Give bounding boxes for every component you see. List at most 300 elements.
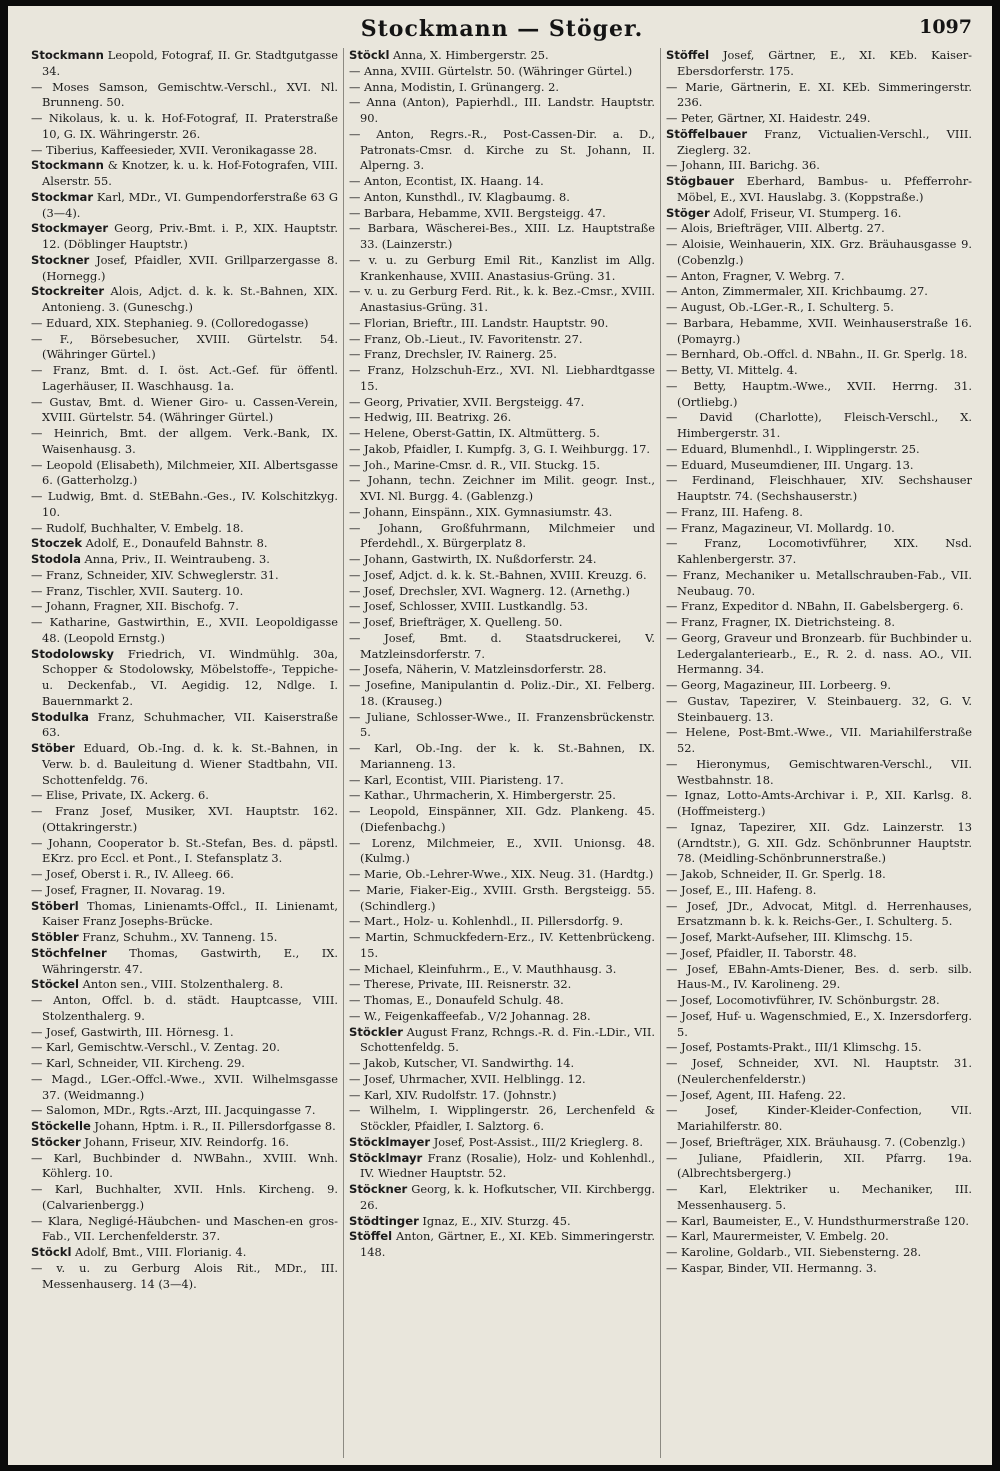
directory-entry	[349, 788, 655, 804]
directory-entry	[349, 1103, 655, 1135]
directory-entry	[666, 442, 972, 458]
entry-text: — Georg, Graveur und Bronzearb. für Buchbinder u. Ledergalanteriearb., E., R. 2. d. nass. AO., VII. Hermanng. 34.	[666, 630, 972, 677]
entry-text: Franz, Schuhm., XV. Tanneng. 15.	[78, 930, 278, 944]
entry-text: Anton sen., VIII. Stolzenthalerg. 8.	[78, 977, 284, 992]
entry-headword: Stöbler	[31, 930, 79, 944]
entry-text: — Wilhelm, I. Wipplingerstr. 26, Lerchenfeld & Stöckler, Pfaidler, I. Salztorg. 6.	[349, 1103, 655, 1133]
entry-text: — Moses Samson, Gemischtw.-Verschl., XVI. Nl. Brunneng. 50.	[31, 79, 338, 110]
entry-text: Johann, Hptm. i. R., II. Pillersdorfgasse 8.	[90, 1119, 336, 1133]
entry-text: — Franz, Locomotivführer, XIX. Nsd. Kahlenbergerstr. 37.	[666, 536, 972, 566]
directory-entry	[666, 820, 972, 867]
directory-entry	[31, 1103, 338, 1119]
entry-text: — Alois, Briefträger, VIII. Albertg. 27.	[666, 221, 885, 236]
entry-text: — Anton, Regrs.-R., Post-Cassen-Dir. a. D., Patronats-Cmsr. d. Kirche zu St. Johann, II. Alperng. 3.	[349, 126, 655, 173]
entry-text: — Josef, Fragner, II. Novarag. 19.	[31, 882, 226, 897]
entry-text: Adolf, E., Donaufeld Bahnstr. 8.	[82, 536, 268, 551]
directory-entry	[31, 48, 338, 80]
entry-headword: Stöffel	[349, 1229, 393, 1244]
entry-text: — Magd., LGer.-Offcl.-Wwe., XVII. Wilhelmsgasse 37. (Weidmanng.)	[31, 1071, 338, 1102]
directory-entry	[349, 48, 655, 64]
entry-text: — Therese, Private, III. Reisnerstr. 32.	[349, 977, 572, 992]
entry-text: — Jakob, Pfaidler, I. Kumpfg. 3, G. I. Weihburgg. 17.	[349, 441, 650, 456]
directory-entry	[349, 1151, 655, 1183]
directory-entry	[349, 615, 655, 631]
directory-entry	[349, 426, 655, 442]
entry-text: Anton, Gärtner, E., XI. KEb. Simmeringerstr. 148.	[360, 1229, 655, 1259]
entry-text: — Helene, Post-Bmt.-Wwe., VII. Mariahilferstraße 52.	[666, 725, 972, 755]
entry-text: — Helene, Oberst-Gattin, IX. Altmütterg. 5.	[349, 426, 600, 440]
entry-headword: Stöckl	[349, 48, 390, 62]
entry-text: — v. u. zu Gerburg Ferd. Rit., k. k. Bez.-Cmsr., XVIII. Anastasius-Grüng. 31.	[349, 284, 655, 314]
entry-text: — Peter, Gärtner, XI. Haidestr. 249.	[666, 111, 871, 125]
directory-entry	[349, 1025, 655, 1057]
directory-entry	[666, 473, 972, 505]
entry-text: — Franz, Bmt. d. I. öst. Act.-Gef. für öffentl. Lagerhäuser, II. Waschhausg. 1a.	[31, 363, 338, 393]
entry-text: — Ignaz, Lotto-Amts-Archivar i. P., XII. Karlsg. 8. (Hoffmeisterg.)	[666, 788, 972, 818]
entry-text: — Josef, Kinder-Kleider-Confection, VII. Mariahilferstr. 80.	[666, 1103, 972, 1133]
directory-entry	[666, 1151, 972, 1183]
directory-entry	[666, 1056, 972, 1088]
entry-text: — Karl, Buchhalter, XVII. Hnls. Kircheng. 9. (Calvarienbergg.)	[31, 1182, 338, 1212]
entry-text: — Leopold, Einspänner, XII. Gdz. Plankeng. 45. (Diefenbachg.)	[349, 804, 655, 834]
entry-headword: Stockmar	[31, 189, 94, 204]
entry-text: — Johann, techn. Zeichner im Milit. geogr. Inst., XVI. Nl. Burgg. 4. (Gablenzg.)	[349, 473, 655, 503]
directory-entry	[666, 788, 972, 820]
directory-entry	[31, 1261, 338, 1293]
entry-headword: Stockmann	[31, 158, 104, 173]
entry-text: — Betty, Hauptm.-Wwe., XVII. Herrng. 31. (Ortliebg.)	[666, 378, 972, 409]
directory-entry	[666, 930, 972, 946]
directory-entry	[666, 946, 972, 962]
directory-entry	[666, 1040, 972, 1056]
entry-text: — Marie, Fiaker-Eig., XVIII. Grsth. Bergsteigg. 55. (Schindlerg.)	[349, 882, 655, 913]
directory-entry	[349, 221, 655, 253]
directory-entry	[666, 757, 972, 789]
entry-text: — Mart., Holz- u. Kohlenhdl., II. Pillersdorfg. 9.	[349, 914, 624, 929]
entry-text: Georg, k. k. Hofkutscher, VII. Kirchbergg. 26.	[360, 1182, 655, 1212]
column-left	[26, 48, 343, 1458]
entry-headword: Stöffelbauer	[666, 126, 748, 141]
directory-entry	[666, 1182, 972, 1214]
directory-entry	[31, 584, 338, 600]
entry-text: — Johann, Großfuhrmann, Milchmeier und Pferdehdl., X. Bürgerplatz 8.	[349, 520, 655, 551]
directory-entry	[349, 914, 655, 930]
entry-headword: Stöckl	[31, 1245, 72, 1259]
entry-text: — Johann, Cooperator b. St.-Stefan, Bes. d. päpstl. EKrz. pro Eccl. et Pont., I. Stefansplatz 3.	[31, 835, 338, 866]
entry-text: — Johann, III. Barichg. 36.	[666, 158, 820, 173]
entry-text: — Josef, Oberst i. R., IV. Alleeg. 66.	[31, 867, 234, 881]
entry-text: — August, Ob.-LGer.-R., I. Schulterg. 5.	[666, 300, 894, 314]
entry-headword: Stöckelle	[31, 1119, 91, 1133]
directory-entry	[666, 316, 972, 348]
entry-text: — Johann, Fragner, XII. Bischofg. 7.	[31, 599, 239, 614]
entry-text: — Karl, Ob.-Ing. der k. k. St.-Bahnen, IX. Marianneng. 13.	[349, 741, 655, 771]
entry-text: — Josef, Locomotivführer, IV. Schönburgstr. 28.	[666, 993, 940, 1007]
entry-headword: Stöchfelner	[31, 945, 107, 960]
directory-entry	[349, 316, 655, 332]
entry-text: Thomas, Gastwirth, E., IX. Währingerstr. 47.	[42, 945, 338, 976]
entry-text: — Josef, Bmt. d. Staatsdruckerei, V. Matzleinsdorferstr. 7.	[349, 630, 655, 661]
entry-text: — Anna, XVIII. Gürtelstr. 50. (Währinger Gürtel.)	[349, 63, 633, 78]
entry-text: — Barbara, Hebamme, XVII. Bergsteigg. 47.	[349, 205, 606, 220]
entry-text: Josef, Gärtner, E., XI. KEb. Kaiser-Ebersdorferstr. 175.	[677, 48, 972, 78]
entry-text: — Gustav, Tapezirer, V. Steinbauerg. 32, G. V. Steinbauerg. 13.	[666, 693, 972, 724]
directory-entry	[349, 1135, 655, 1151]
directory-entry	[666, 867, 972, 883]
entry-text: — Joh., Marine-Cmsr. d. R., VII. Stuckg. 15.	[349, 457, 600, 472]
entry-headword: Stödtinger	[349, 1213, 419, 1228]
entry-text: — Katharine, Gastwirthin, E., XVII. Leopoldigasse 48. (Leopold Ernstg.)	[31, 615, 338, 645]
entry-headword: Stodolowsky	[31, 646, 114, 661]
directory-entry	[666, 363, 972, 379]
directory-entry	[31, 253, 338, 285]
directory-entry	[31, 1119, 338, 1135]
entry-text: Friedrich, VI. Windmühlg. 30a, Schopper & Stodolowsky, Möbelstoffe-, Teppiche- u. Deckenfab., VI. Aegidig. 12, Ndlge. I. Bauernmarkt 2.	[42, 646, 338, 708]
directory-entry	[31, 426, 338, 458]
entry-text: — Anton, Kunsthdl., IV. Klagbaumg. 8.	[349, 189, 570, 204]
entry-text: — Anna, Modistin, I. Grünangerg. 2.	[349, 79, 560, 94]
directory-entry	[31, 536, 338, 552]
entry-text: — Karl, Schneider, VII. Kircheng. 29.	[31, 1056, 245, 1070]
directory-entry	[31, 899, 338, 931]
directory-entry	[349, 521, 655, 553]
directory-entry	[666, 80, 972, 112]
directory-entry	[31, 111, 338, 143]
directory-entry	[349, 977, 655, 993]
directory-entry	[31, 930, 338, 946]
entry-text: — Josef, Schneider, XVI. Nl. Hauptstr. 31. (Neulerchenfelderstr.)	[666, 1056, 972, 1086]
directory-columns	[26, 48, 978, 1458]
column-middle	[343, 48, 660, 1458]
directory-entry	[666, 694, 972, 726]
directory-entry	[349, 631, 655, 663]
directory-entry	[666, 1009, 972, 1041]
entry-headword: Stockner	[31, 252, 90, 267]
directory-entry	[349, 1009, 655, 1025]
directory-entry	[349, 599, 655, 615]
entry-text: — v. u. zu Gerburg Alois Rit., MDr., III. Messenhauserg. 14 (3—4).	[31, 1260, 338, 1291]
directory-entry	[349, 80, 655, 96]
directory-entry	[31, 221, 338, 253]
directory-entry	[349, 836, 655, 868]
directory-entry	[349, 741, 655, 773]
directory-entry	[349, 1229, 655, 1261]
directory-entry	[31, 1040, 338, 1056]
directory-entry	[349, 95, 655, 127]
entry-text: — Johann, Einspänn., XIX. Gymnasiumstr. 43.	[349, 504, 613, 519]
directory-entry	[31, 158, 338, 190]
entry-text: — Josef, Briefträger, X. Quelleng. 50.	[349, 615, 563, 629]
entry-headword: Stodola	[31, 552, 81, 566]
directory-entry	[31, 1135, 338, 1151]
directory-entry	[31, 647, 338, 710]
directory-entry	[31, 143, 338, 159]
directory-entry	[666, 111, 972, 127]
entry-text: — Aloisie, Weinhauerin, XIX. Grz. Bräuhausgasse 9. (Cobenzlg.)	[666, 237, 972, 267]
directory-entry	[31, 836, 338, 868]
entry-headword: Stöger	[666, 205, 710, 220]
directory-entry	[666, 269, 972, 285]
entry-text: — Franz, Fragner, IX. Dietrichsteing. 8.	[666, 615, 895, 629]
directory-entry	[31, 1072, 338, 1104]
entry-text: — Josef, JDr., Advocat, Mitgl. d. Herrenhauses, Ersatzmann b. k. k. Reichs-Ger., I. Schulterg. 5.	[666, 898, 972, 929]
entry-text: — Anton, Zimmermaler, XII. Krichbaumg. 27.	[666, 284, 928, 299]
entry-text: — Florian, Brieftr., III. Landstr. Hauptstr. 90.	[349, 315, 609, 330]
directory-entry	[349, 1056, 655, 1072]
directory-entry	[349, 710, 655, 742]
entry-headword: Stöcker	[31, 1134, 81, 1149]
directory-entry	[666, 678, 972, 694]
entry-text: — Franz, Magazineur, VI. Mollardg. 10.	[666, 520, 895, 535]
page-header	[26, 14, 978, 48]
directory-entry	[31, 363, 338, 395]
entry-text: — Thomas, E., Donaufeld Schulg. 48.	[349, 993, 564, 1007]
directory-entry	[31, 316, 338, 332]
entry-text: Adolf, Friseur, VI. Stumperg. 16.	[709, 205, 902, 220]
entry-text: — Anton, Fragner, V. Webrg. 7.	[666, 268, 845, 283]
entry-text: — Franz, III. Hafeng. 8.	[666, 504, 803, 519]
entry-text: — Karl, XIV. Rudolfstr. 17. (Johnstr.)	[349, 1087, 557, 1102]
entry-text: — Jakob, Kutscher, VI. Sandwirthg. 14.	[349, 1056, 575, 1070]
entry-headword: Stöckel	[31, 977, 79, 992]
entry-text: — Josef, Uhrmacher, XVII. Helblingg. 12.	[349, 1071, 586, 1086]
directory-entry	[666, 615, 972, 631]
entry-text: Adolf, Bmt., VIII. Florianig. 4.	[71, 1245, 247, 1259]
directory-entry	[666, 206, 972, 222]
directory-entry	[31, 458, 338, 490]
entry-text: — Franz, Holzschuh-Erz., XVI. Nl. Liebhardtgasse 15.	[349, 363, 655, 393]
entry-text: — Josef, Markt-Aufseher, III. Klimschg. 15.	[666, 930, 913, 944]
entry-text: — Franz, Expeditor d. NBahn, II. Gabelsbergerg. 6.	[666, 599, 964, 614]
entry-text: — Martin, Schmuckfedern-Erz., IV. Kettenbrückeng. 15.	[349, 930, 655, 960]
directory-entry	[31, 867, 338, 883]
directory-entry	[31, 1151, 338, 1183]
entry-text: Eduard, Ob.-Ing. d. k. k. St.-Bahnen, in Verw. b. d. Bauleitung d. Wiener Stadtbahn, VII. Schottenfeldg. 76.	[42, 741, 338, 787]
entry-text: — Anton, Offcl. b. d. städt. Hauptcasse, VIII. Stolzenthalerg. 9.	[31, 993, 338, 1023]
directory-entry	[666, 221, 972, 237]
entry-text: — Franz, Mechaniker u. Metallschrauben-Fab., VII. Neubaug. 70.	[666, 567, 972, 598]
column-right	[660, 48, 977, 1458]
directory-entry	[666, 599, 972, 615]
directory-entry	[31, 1245, 338, 1261]
entry-text: — Barbara, Hebamme, XVII. Weinhauserstraße 16. (Pomayrg.)	[666, 315, 972, 346]
directory-entry	[349, 190, 655, 206]
entry-text: Franz (Rosalie), Holz- und Kohlenhdl., IV. Wiedner Hauptstr. 52.	[360, 1150, 655, 1181]
entry-text: — Johann, Gastwirth, IX. Nußdorferstr. 24.	[349, 552, 597, 566]
directory-entry	[666, 505, 972, 521]
directory-entry	[349, 883, 655, 915]
entry-text: — Josef, Adjct. d. k. k. St.-Bahnen, XVIII. Kreuzg. 6.	[349, 567, 647, 582]
directory-entry	[666, 410, 972, 442]
entry-text: — Karl, Elektriker u. Mechaniker, III. Messenhauserg. 5.	[666, 1182, 972, 1212]
directory-entry	[31, 599, 338, 615]
directory-entry	[666, 1245, 972, 1261]
directory-entry	[666, 1261, 972, 1277]
entry-headword: Stockreiter	[31, 284, 105, 299]
entry-text: — Eduard, Blumenhdl., I. Wipplingerstr. 25.	[666, 441, 920, 456]
directory-entry	[349, 867, 655, 883]
entry-text: — Josefa, Näherin, V. Matzleinsdorferstr. 28.	[349, 662, 607, 677]
entry-text: — Georg, Magazineur, III. Lorbeerg. 9.	[666, 678, 891, 692]
entry-text: — Karl, Econtist, VIII. Piaristeng. 17.	[349, 772, 564, 787]
entry-text: — W., Feigenkaffeefab., V/2 Johannag. 28.	[349, 1008, 591, 1023]
directory-entry	[31, 977, 338, 993]
entry-headword: Stockmayer	[31, 221, 109, 236]
entry-headword: Stockmann	[31, 48, 104, 62]
directory-entry	[666, 521, 972, 537]
entry-text: Leopold, Fotograf, II. Gr. Stadtgutgasse 34.	[42, 48, 338, 78]
directory-entry	[666, 237, 972, 269]
directory-entry	[349, 584, 655, 600]
directory-entry	[349, 552, 655, 568]
directory-entry	[349, 1072, 655, 1088]
entry-text: — Franz Josef, Musiker, XVI. Hauptstr. 162. (Ottakringerstr.)	[31, 804, 338, 834]
entry-text: — Michael, Kleinfuhrm., E., V. Mauthhausg. 3.	[349, 961, 617, 976]
directory-entry	[349, 1088, 655, 1104]
directory-entry	[349, 395, 655, 411]
entry-text: — F., Börsebesucher, XVIII. Gürtelstr. 54. (Währinger Gürtel.)	[31, 331, 338, 362]
directory-entry	[31, 395, 338, 427]
entry-text: — Franz, Tischler, XVII. Sauterg. 10.	[31, 583, 244, 598]
entry-text: — Anna (Anton), Papierhdl., III. Landstr. Hauptstr. 90.	[349, 95, 655, 125]
entry-text: — Kathar., Uhrmacherin, X. Himbergerstr. 25.	[349, 788, 616, 803]
directory-entry	[349, 442, 655, 458]
entry-text: — Anton, Econtist, IX. Haang. 14.	[349, 174, 544, 188]
entry-text: — Georg, Privatier, XVII. Bergsteigg. 47.	[349, 394, 585, 409]
directory-entry	[349, 1182, 655, 1214]
directory-entry	[349, 678, 655, 710]
entry-text: — Josef, Pfaidler, II. Taborstr. 48.	[666, 945, 857, 960]
entry-headword: Stöckner	[349, 1182, 408, 1196]
entry-text: — Josefine, Manipulantin d. Poliz.-Dir., XI. Felberg. 18. (Krauseg.)	[349, 678, 655, 708]
directory-entry	[349, 473, 655, 505]
directory-entry	[349, 993, 655, 1009]
directory-entry	[349, 962, 655, 978]
entry-headword: Stöckler	[349, 1024, 403, 1039]
directory-entry	[31, 1182, 338, 1214]
entry-text: — Josef, Drechsler, XVI. Wagnerg. 12. (Arnethg.)	[349, 583, 630, 598]
directory-entry	[31, 190, 338, 222]
directory-entry	[666, 458, 972, 474]
entry-text: Eberhard, Bambus- u. Pfefferrohr-Möbel, E., XVI. Hauslabg. 3. (Koppstraße.)	[677, 174, 972, 204]
directory-entry	[31, 883, 338, 899]
directory-entry	[31, 804, 338, 836]
directory-entry	[666, 1214, 972, 1230]
directory-entry	[31, 568, 338, 584]
directory-entry	[349, 332, 655, 348]
entry-text: — Franz, Ob.-Lieut., IV. Favoritenstr. 27.	[349, 331, 583, 346]
directory-entry	[349, 174, 655, 190]
entry-text: — Nikolaus, k. u. k. Hof-Fotograf, II. Praterstraße 10, G. IX. Währingerstr. 26.	[31, 111, 338, 141]
directory-entry	[349, 505, 655, 521]
directory-entry	[31, 1056, 338, 1072]
entry-text: Thomas, Linienamts-Offcl., II. Linienamt, Kaiser Franz Josephs-Brücke.	[42, 898, 338, 929]
entry-text: — Eduard, XIX. Stephanieg. 9. (Colloredogasse)	[31, 315, 309, 330]
entry-headword: Stöcklmayer	[349, 1134, 431, 1149]
entry-text: — David (Charlotte), Fleisch-Verschl., X. Himbergerstr. 31.	[666, 410, 972, 440]
entry-text: — Lorenz, Milchmeier, E., XVII. Unionsg. 48. (Kulmg.)	[349, 835, 655, 866]
entry-headword: Stöffel	[666, 48, 710, 62]
entry-text: — Marie, Ob.-Lehrer-Wwe., XIX. Neug. 31. (Hardtg.)	[349, 867, 654, 881]
entry-text: — Ludwig, Bmt. d. StEBahn.-Ges., IV. Kolschitzkyg. 10.	[31, 489, 338, 519]
entry-text: — Hieronymus, Gemischtwaren-Verschl., VII. Westbahnstr. 18.	[666, 756, 972, 787]
entry-text: — Hedwig, III. Beatrixg. 26.	[349, 410, 512, 425]
entry-text: — Elise, Private, IX. Ackerg. 6.	[31, 788, 209, 803]
directory-entry	[349, 804, 655, 836]
entry-headword: Stöcklmayr	[349, 1150, 423, 1165]
directory-entry	[666, 725, 972, 757]
directory-entry	[666, 174, 972, 206]
directory-entry	[666, 883, 972, 899]
entry-headword: Stodulka	[31, 709, 89, 724]
entry-text: — Karoline, Goldarb., VII. Siebensterng. 28.	[666, 1245, 922, 1259]
directory-entry	[349, 206, 655, 222]
entry-text: — Kaspar, Binder, VII. Hermanng. 3.	[666, 1260, 877, 1275]
directory-entry	[31, 788, 338, 804]
directory-entry	[666, 1229, 972, 1245]
entry-text: — Leopold (Elisabeth), Milchmeier, XII. Albertsgasse 6. (Gatterholzg.)	[31, 457, 338, 488]
entry-text: — Barbara, Wäscherei-Bes., XIII. Lz. Hauptstraße 33. (Lainzerstr.)	[349, 221, 655, 251]
directory-entry	[349, 347, 655, 363]
directory-entry	[31, 1214, 338, 1246]
entry-text: — Josef, EBahn-Amts-Diener, Bes. d. serb. silb. Haus-M., IV. Karolineng. 29.	[666, 961, 972, 992]
entry-text: — Josef, Gastwirth, III. Hörnesg. 1.	[31, 1024, 234, 1039]
entry-text: Josef, Post-Assist., III/2 Krieglerg. 8.	[430, 1134, 644, 1149]
directory-entry	[666, 993, 972, 1009]
entry-text: Anna, X. Himbergerstr. 25.	[389, 48, 549, 62]
directory-entry	[349, 458, 655, 474]
directory-entry	[666, 158, 972, 174]
entry-text: — Bernhard, Ob.-Offcl. d. NBahn., II. Gr. Sperlg. 18.	[666, 347, 968, 362]
directory-entry	[31, 521, 338, 537]
entry-text: — Ignaz, Tapezirer, XII. Gdz. Lainzerstr. 13 (Arndtstr.), G. XII. Gdz. Schönbrunner Hauptstr. 78. (Meidling-Schönbrunnerstraße.)	[666, 819, 972, 866]
entry-text: — Josef, Agent, III. Hafeng. 22.	[666, 1087, 846, 1102]
entry-headword: Stöber	[31, 741, 75, 755]
entry-text: — Josef, Huf- u. Wagenschmied, E., X. Inzersdorferg. 5.	[666, 1008, 972, 1039]
directory-entry	[31, 741, 338, 788]
entry-text: — Josef, E., III. Hafeng. 8.	[666, 882, 817, 897]
entry-text: Ignaz, E., XIV. Sturzg. 45.	[418, 1213, 571, 1228]
entry-text: — Klara, Negligé-Häubchen- und Maschen-en gros-Fab., VII. Lerchenfelderstr. 37.	[31, 1213, 338, 1244]
entry-text: August Franz, Rchngs.-R. d. Fin.-LDir., VII. Schottenfeldg. 5.	[360, 1024, 655, 1055]
entry-headword: Stöberl	[31, 898, 79, 913]
entry-text: — Karl, Buchbinder d. NWBahn., XVIII. Wnh. Köhlerg. 10.	[31, 1150, 338, 1181]
entry-text: — Karl, Gemischtw.-Verschl., V. Zentag. 20.	[31, 1040, 281, 1055]
directory-entry	[31, 284, 338, 316]
entry-text: — Josef, Schlosser, XVIII. Lustkandlg. 53.	[349, 599, 588, 614]
directory-entry	[666, 631, 972, 678]
entry-text: Johann, Friseur, XIV. Reindorfg. 16.	[80, 1134, 289, 1149]
entry-text: — Betty, VI. Mittelg. 4.	[666, 363, 798, 377]
entry-text: Franz, Schuhmacher, VII. Kaiserstraße 63.	[42, 709, 338, 740]
directory-entry	[666, 379, 972, 411]
entry-text: — Marie, Gärtnerin, E. XI. KEb. Simmeringerstr. 236.	[666, 79, 972, 110]
directory-entry	[666, 300, 972, 316]
page-number: 1097	[919, 16, 972, 38]
entry-text: — Heinrich, Bmt. der allgem. Verk.-Bank, IX. Waisenhausg. 3.	[31, 426, 338, 456]
directory-entry	[666, 347, 972, 363]
entry-text: — Tiberius, Kaffeesieder, XVII. Veronikagasse 28.	[31, 142, 318, 157]
directory-entry	[31, 1025, 338, 1041]
entry-text: — Karl, Maurermeister, V. Embelg. 20.	[666, 1229, 889, 1244]
directory-entry	[349, 284, 655, 316]
directory-entry	[31, 332, 338, 364]
directory-entry	[31, 993, 338, 1025]
entry-text: Alois, Adjct. d. k. k. St.-Bahnen, XIX. Antonieng. 3. (Guneschg.)	[42, 284, 338, 314]
entry-text: Georg, Priv.-Bmt. i. P., XIX. Hauptstr. 12. (Döblinger Hauptstr.)	[42, 221, 338, 251]
directory-entry	[666, 1088, 972, 1104]
entry-text: — Karl, Baumeister, E., V. Hundsthurmerstraße 120.	[666, 1213, 969, 1228]
